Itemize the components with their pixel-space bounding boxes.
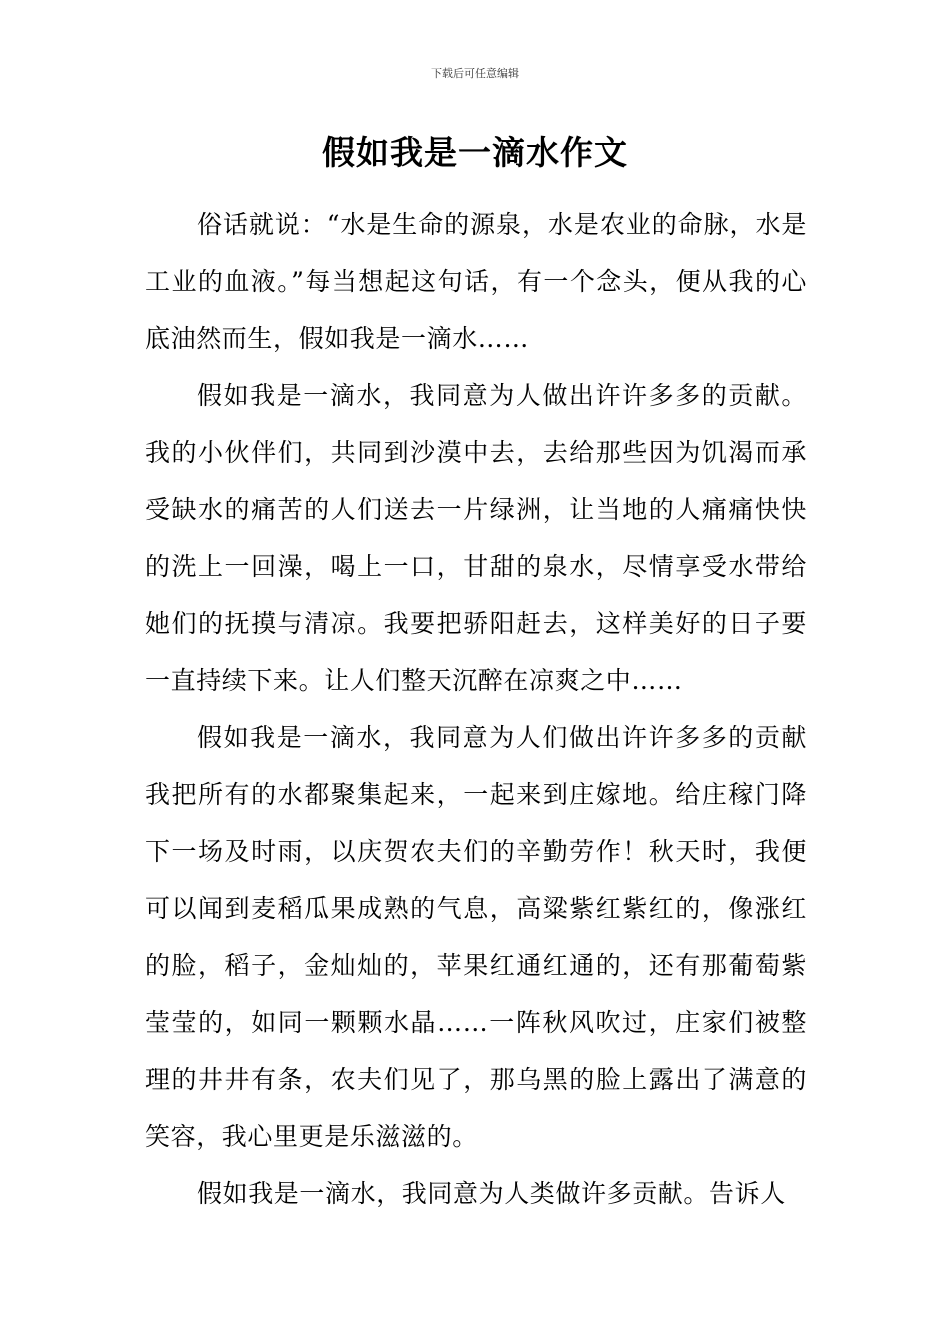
header-note: 下载后可任意编辑 (431, 67, 519, 80)
document-title: 假如我是一滴水作文 (322, 133, 628, 172)
paragraph: 俗话就说：“水是生命的源泉，水是农业的命脉，水是工业的血液。”每当想起这句话，有一个念头，便从我的心底油然而生，假如我是一滴水…… (145, 210, 807, 353)
paragraph: 假如我是一滴水，我同意为人们做出许许多多的贡献我把所有的水都聚集起来，一起来到庄嫁地。给庄稼门降下一场及时雨，以庆贺农夫们的辛勤劳作！秋天时，我便可以闻到麦稻瓜果成熟的气息，高粱紫红紫红的，像涨红的脸，稻子，金灿灿的，苹果红通红通的，还有那葡萄紫莹莹的，如同一颗颗水晶……一阵秋风吹过，庄家们被整理的井井有条，农夫们见了，那乌黑的脸上露出了满意的笑容，我心里更是乐滋滋的。 (145, 723, 807, 1151)
paragraph: 假如我是一滴水，我同意为人做出许许多多的贡献。我的小伙伴们，共同到沙漠中去，去给那些因为饥渴而承受缺水的痛苦的人们送去一片绿洲，让当地的人痛痛快快的洗上一回澡，喝上一口，甘甜的泉水，尽情享受水带给她们的抚摸与清凉。我要把骄阳赶去，这样美好的日子要一直持续下来。让人们整天沉醉在凉爽之中…… (145, 381, 807, 695)
paragraph: 假如我是一滴水，我同意为人类做许多贡献。告诉人 (197, 1179, 786, 1208)
document-body (145, 196, 807, 1222)
